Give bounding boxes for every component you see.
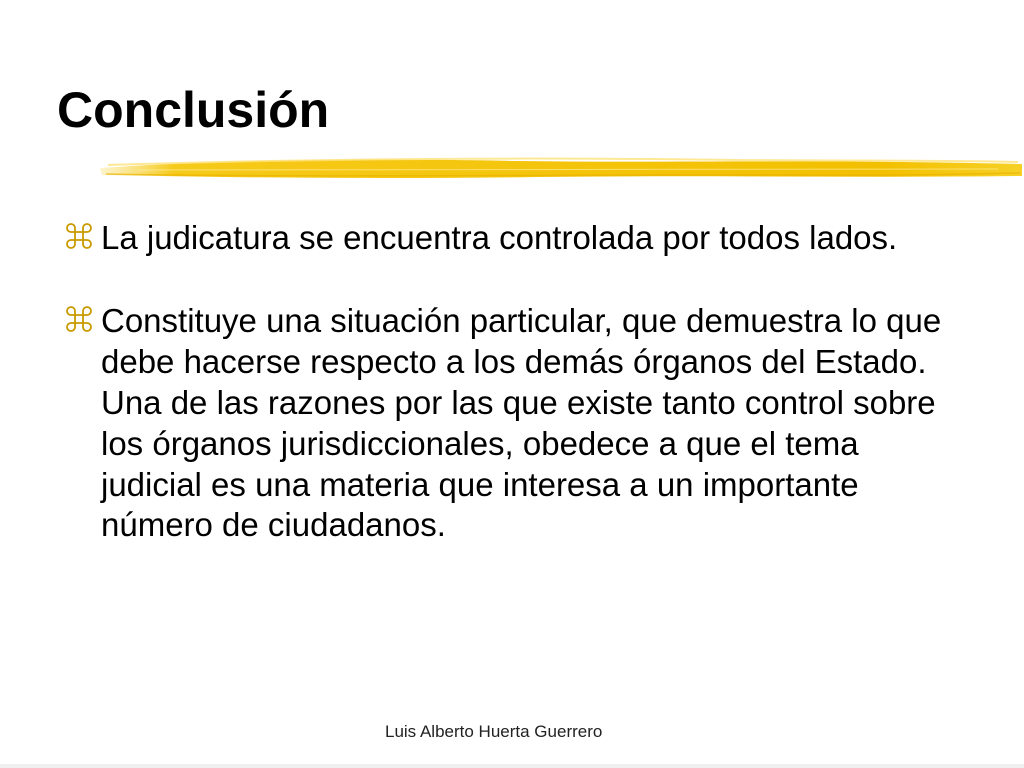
bullet-item	[64, 218, 964, 259]
bullet-list	[64, 218, 964, 588]
command-key-icon	[64, 221, 94, 251]
slide-footer-author: Luis Alberto Huerta Guerrero	[385, 722, 603, 741]
bullet-text: La judicatura se encuentra controlada por todos lados.	[101, 219, 898, 256]
command-key-icon	[64, 304, 94, 334]
slide-title: Conclusión	[57, 82, 330, 138]
title-underline-brushstroke	[98, 148, 1024, 188]
bottom-edge-divider	[0, 764, 1024, 768]
bullet-text: Constituye una situación particular, que demuestra lo que debe hacerse respecto a los demás órganos del Estado. Una de las razones por las que existe tanto control sobre los órganos jurisdiccionales, obedece a que el tema judicial es una materia que interesa a un importante número de ciudadanos.	[101, 301, 942, 544]
bullet-item	[64, 301, 964, 546]
